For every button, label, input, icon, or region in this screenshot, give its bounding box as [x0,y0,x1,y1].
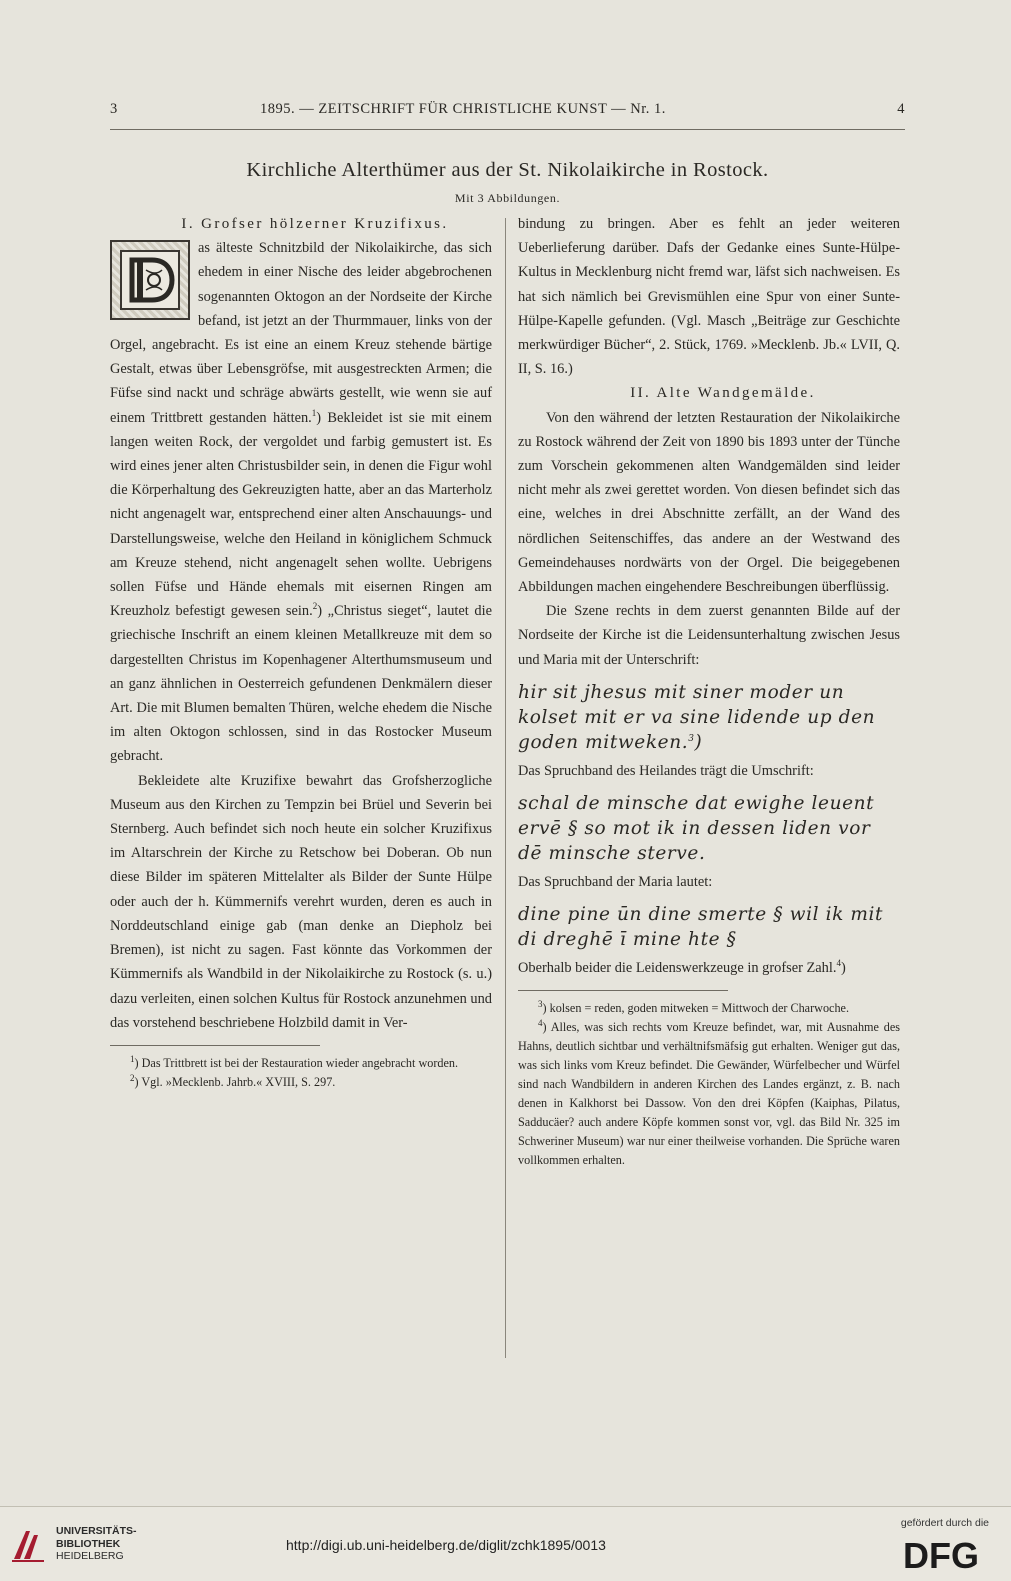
page-number-right: 4 [897,101,905,117]
left-footnotes [110,1045,492,1092]
inscription-1: hir sit jhesus mit siner moder un kolset mit er va sine lidende up den goden mitweken.$^3$) [518,681,876,753]
footnote-3: $^3$) kolsen = reden, goden mitweken = Mittwoch der Charwoche. [538,999,850,1016]
footnote-2: $^2$) Vgl. »Mecklenb. Jahrb.« XVIII, S. 297. [130,1072,336,1089]
paragraph: Das Spruchband des Heilandes trägt die Umschrift: [518,762,814,779]
left-column [110,212,492,1092]
header-rule [110,129,905,130]
page-number-left: 3 [110,101,118,117]
paragraph-intro [110,236,492,768]
running-head [110,101,905,123]
paragraph: Oberhalb beider die Leidenswerkzeuge in grofser Zahl.$^4$) [518,958,846,977]
paragraph-text: as älteste Schnitzbild der Nikolaikirche, das sich ehedem in einer Nische des leider abgebrochenen sogenannten Oktogon an der Nordseite der Kirche befand, ist jetzt an der Thurmmauer, links von der Orgel, angebracht. Es ist eine an einem Kreuz stehende bärtige Gestalt, etwas über Lebensgröfse, mit ausgestreckten Armen; die Füfse sind nackt und schräge abwärts gestellt, wie wenn sie auf einem Trittbrett gestanden hätten. [110,240,492,426]
inscription-2: schal de minsche dat ewighe leuent ervē § so mot ik in dessen liden vor dē minsche sterve. [518,793,875,865]
dfg-logo-text: DFG [903,1537,979,1573]
section-heading-2: II. Alte Wandgemälde. [630,385,816,402]
journal-header: 1895. — ZEITSCHRIFT FÜR CHRISTLICHE KUNST — Nr. 1. [260,101,666,117]
footnote-rule [110,1045,320,1046]
paragraph-text: ) „Christus sieget“, lautet die griechische Inschrift an einem kleinen Metallkreuze mit dem so dargestellten Christus im Kopenhagener Alterthumsmuseum und an ganz ähnlichen in Oesterreich gefundenen Denkmälern dieser Art. Die mit Blumen bemalten Thüren, welche ehedem die Nische im alten Oktogon schlossen, sind in das Rostocker Museum gebracht. [110,603,492,765]
paragraph: Die Szene rechts in dem zuerst genannten Bilde auf der Nordseite der Kirche ist die Leidensunterhaltung zwischen Jesus und Maria mit der Unterschrift: [518,603,900,668]
paragraph: bindung zu bringen. Aber es fehlt an jeder weiteren Ueberlieferung darüber. Dafs der Gedanke eines Sunte-Hülpe-Kultus in Mecklenburg nicht fremd war, läfst sich nachweisen. Es hat sich nämlich bei Grevismühlen eine Spur von einer Sunte-Hülpe-Kapelle gefunden. (Vgl. Masch „Beiträge zur Geschichte merkwürdiger Bücher“, 2. Stück, 1769. »Mecklenb. Jb.« LVII, Q. II, S. 16.) [518,216,900,378]
footnote-1: $^1$) Das Trittbrett ist bei der Restauration wieder angebracht worden. [130,1053,459,1070]
paragraph-text: ) Bekleidet ist sie mit einem langen weiten Rock, der vergoldet und farbig gemustert ist. Es wird eines jener alten Christusbilder sein, in denen die Figur wohl die Körperhaltung des Gekreuzigten hatte, aber an das Marterholz nicht angenagelt war, entsprechend einer alten Anschauungs- und Darstellungsweise, welche den Heiland in königlichem Schmuck am Kreuze stehend, nicht angenagelt sehen wollte. Uebrigens sollen Füfse und Hände ehemals mit eisernen Ringen am Kreuzholz befestigt gewesen sein. [110,409,492,620]
paragraph: Von den während der letzten Restauration der Nikolaikirche zu Rostock während der Zeit von 1890 bis 1893 unter der Tünche zum Vorschein gekommenen alten Wandgemälden sind leider nicht mehr als zwei gerettet worden. Von diesen befindet sich das eine, welches in drei Abschnitte zerfällt, an der Wand des nördlichen Seitenschiffes, das andere an der Westwand des Gemeindehauses nordwärts von der Orgel. Die beigegebenen Abbildungen machen eingehendere Beschreibungen überflüssig. [518,409,900,596]
footnote-ref: 1 [311,407,317,418]
right-column [518,212,900,1170]
dfg-logo-icon[interactable] [893,1537,989,1573]
section-heading-1: I. Grofser hölzerner Kruzifixus. [181,216,449,232]
column-divider [505,218,506,1358]
article-title: Kirchliche Alterthümer aus der St. Nikolaikirche in Rostock. [246,159,769,181]
library-name[interactable]: UNIVERSITÄTS- BIBLIOTHEK HEIDELBERG [56,1525,137,1562]
viewer-footer [0,1506,1011,1581]
permalink-url[interactable]: http://digi.ub.uni-heidelberg.de/diglit/zchk1895/0013 [286,1537,606,1553]
right-footnotes [518,990,900,1170]
funding-label: gefördert durch die [900,1517,989,1529]
inscription-3: dine pine ūn dine smerte § wil ik mit di dreghē ī mine hte § [518,904,884,951]
university-library-logo-icon[interactable] [8,1525,50,1565]
footnote-4: $^4$) Alles, was sich rechts vom Kreuze befindet, war, mit Ausnahme des Hahns, deutlich sichtbar und verhältnifsmäfsig gut erhalten. Weniger gut das, was sich links vom Kreuz befindet. Die Gewänder, Würfelbecher und Würfel sind nach Wandbildern in anderen Kirchen des Landes ergänzt, z. B. nach denen in Kalkhorst bei Dassow. Von den drei Köpfen (Kaiphas, Pilatus, Sadducäer? auch andere Köpfe kommen sonst vor, vgl. das Bild Nr. 325 im Schweriner Museum) war nur einer theilweise vorhanden. Die Sprüche waren vollkommen erhalten. [518,1018,900,1168]
initial-letter-d-icon [122,252,178,308]
footnote-rule [518,990,728,991]
paragraph: Das Spruchband der Maria lautet: [518,874,713,891]
article-subtitle: Mit 3 Abbildungen. [454,191,561,205]
footnote-ref: 2 [312,601,318,612]
decorated-initial-icon [110,240,190,320]
paragraph: Bekleidete alte Kruzifixe bewahrt das Grofsherzogliche Museum aus den Kirchen zu Tempzin bei Brüel und Severin bei Sternberg. Auch befindet sich noch heute ein solcher Kruzifixus im Altarschrein der Kirche zu Retschow bei Doberan. Ob nun diese Bilder im späteren Mittelalter als Bilder der Sunte Hülpe oder auch der h. Kümmernifs verehrt wurden, deren es auch in Norddeutschland einige gab (man denke an Diepholz bei Bremen), ist nicht zu sagen. Fast könnte das Vorkommen der Kümmernifs als Wandbild in der Nikolaikirche zu Rostock (s. u.) dazu verleiten, einen solchen Kultus für Rostock anzunehmen und das vorstehend beschriebene Holzbild damit in Ver- [110,772,492,1031]
